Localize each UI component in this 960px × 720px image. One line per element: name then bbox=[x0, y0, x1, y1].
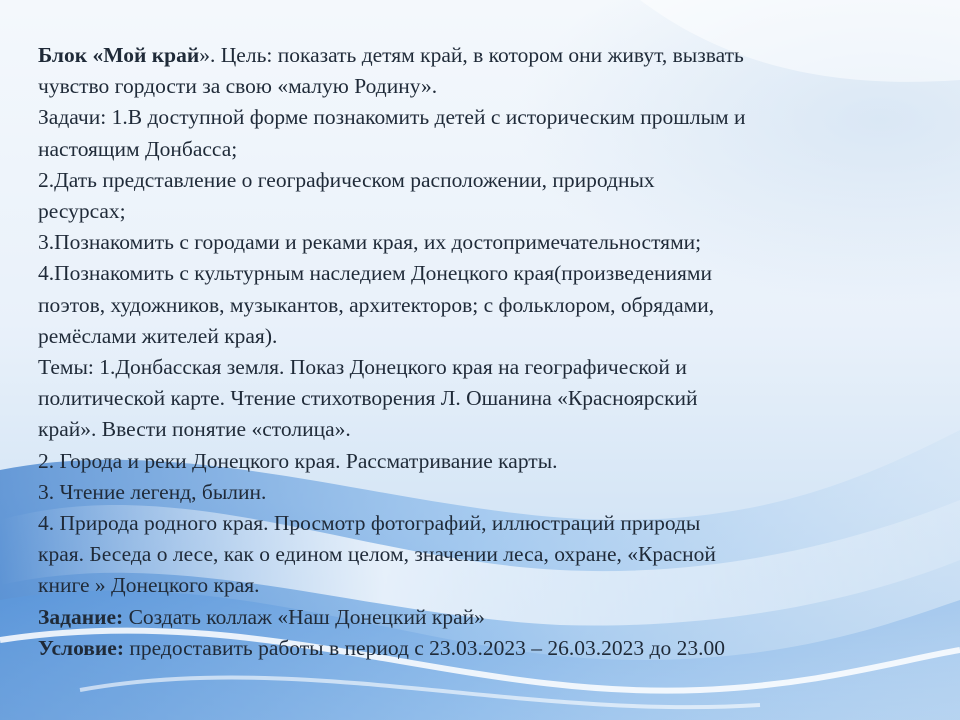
text-line bbox=[38, 71, 918, 102]
text-line bbox=[38, 258, 918, 289]
line-text: 4.Познакомить с культурным наследием Донецкого края(произведениями bbox=[38, 261, 713, 286]
line-text: ». Цель: показать детям край, в котором они живут, вызвать bbox=[199, 43, 744, 67]
text-line bbox=[38, 539, 918, 570]
line-text: край». Ввести понятие «столица». bbox=[38, 417, 351, 442]
line-text: 4. Природа родного края. Просмотр фотографий, иллюстраций природы bbox=[38, 511, 701, 536]
text-line bbox=[38, 290, 918, 321]
bold-label: Задание: bbox=[38, 604, 124, 629]
line-text: настоящим Донбасса; bbox=[38, 136, 238, 161]
text-line bbox=[38, 570, 918, 601]
text-line bbox=[38, 414, 918, 445]
bold-label: Блок «Мой край bbox=[38, 43, 200, 67]
text-line bbox=[38, 102, 918, 133]
text-line bbox=[38, 508, 918, 539]
text-line bbox=[38, 134, 918, 165]
text-line bbox=[38, 196, 918, 227]
line-text: 2.Дать представление о географическом расположении, природных bbox=[38, 167, 655, 192]
line-text: края. Беседа о лесе, как о едином целом, значении леса, охране, «Красной bbox=[38, 542, 716, 567]
line-text: 2. Города и реки Донецкого края. Рассматривание карты. bbox=[38, 448, 558, 473]
line-text: Темы: 1.Донбасская земля. Показ Донецкого края на географической и bbox=[38, 355, 687, 380]
line-text: Задачи: 1.В доступной форме познакомить детей с историческим прошлым и bbox=[38, 105, 746, 130]
text-line bbox=[38, 352, 918, 383]
bold-label: Условие: bbox=[38, 635, 124, 660]
text-line bbox=[38, 383, 918, 414]
text-line bbox=[38, 227, 918, 258]
text-line bbox=[38, 446, 918, 477]
line-text: поэтов, художников, музыкантов, архитекторов; с фольклором, обрядами, bbox=[38, 292, 715, 317]
line-text: ресурсах; bbox=[38, 199, 126, 224]
line-text: чувство гордости за свою «малую Родину». bbox=[38, 74, 438, 99]
text-line bbox=[38, 633, 918, 664]
text-line bbox=[38, 602, 918, 633]
text-line bbox=[38, 321, 918, 352]
line-text: предоставить работы в период с 23.03.2023 – 26.03.2023 до 23.00 bbox=[123, 635, 725, 660]
line-text: 3. Чтение легенд, былин. bbox=[38, 479, 267, 504]
slide-text bbox=[38, 40, 918, 664]
line-text: книге » Донецкого края. bbox=[38, 573, 260, 598]
line-text: ремёслами жителей края). bbox=[38, 323, 278, 348]
line-text: Создать коллаж «Наш Донецкий край» bbox=[123, 604, 485, 629]
text-line bbox=[38, 165, 918, 196]
text-line bbox=[38, 40, 918, 71]
text-line bbox=[38, 477, 918, 508]
line-text: 3.Познакомить с городами и реками края, их достопримечательностями; bbox=[38, 230, 702, 255]
line-text: политической карте. Чтение стихотворения Л. Ошанина «Красноярский bbox=[38, 386, 698, 411]
